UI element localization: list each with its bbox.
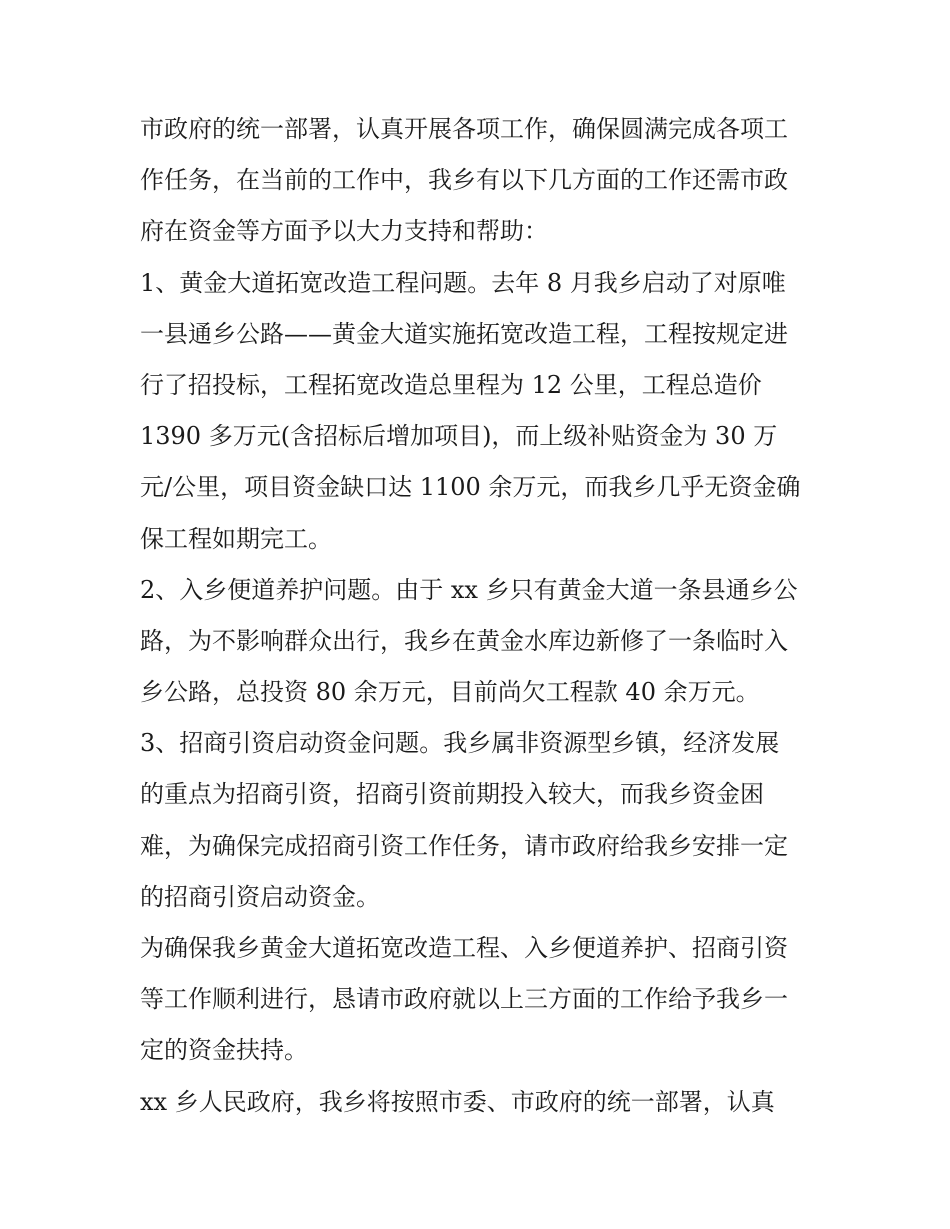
text-line: 难，为确保完成招商引资工作任务，请市政府给我乡安排一定 (140, 831, 788, 860)
text-line: 3、招商引资启动资金问题。我乡属非资源型乡镇，经济发展 (140, 729, 780, 758)
text-line: 一县通乡公路——黄金大道实施拓宽改造工程，工程按规定进 (140, 319, 788, 348)
text-line: 乡公路，总投资 80 余万元，目前尚欠工程款 40 余万元。 (140, 678, 760, 707)
text-line: 元/公里，项目资金缺口达 1100 余万元，而我乡几乎无资金确 (140, 473, 801, 502)
document-body (140, 104, 820, 1128)
text-line: 路，为不影响群众出行，我乡在黄金水库边新修了一条临时入 (140, 626, 788, 655)
text-line: 等工作顺利进行，恳请市政府就以上三方面的工作给予我乡一 (140, 985, 788, 1014)
text-line: 2、入乡便道养护问题。由于 xx 乡只有黄金大道一条县通乡公 (140, 575, 798, 604)
text-line: 作任务，在当前的工作中，我乡有以下几方面的工作还需市政 (140, 166, 788, 195)
text-line: 市政府的统一部署，认真开展各项工作，确保圆满完成各项工 (140, 115, 788, 143)
text-line: 的重点为招商引资，招商引资前期投入较大，而我乡资金困 (140, 780, 764, 809)
text-line: 定的资金扶持。 (140, 1036, 308, 1065)
text-line: 行了招投标，工程拓宽改造总里程为 12 公里，工程总造价 (140, 370, 762, 399)
text-line: 的招商引资启动资金。 (140, 882, 380, 911)
text-line: 保工程如期完工。 (140, 524, 332, 553)
text-line: 1390 多万元(含招标后增加项目)，而上级补贴资金为 30 万 (140, 422, 778, 451)
text-line: 为确保我乡黄金大道拓宽改造工程、入乡便道养护、招商引资 (140, 934, 788, 962)
text-line: 府在资金等方面予以大力支持和帮助： (140, 217, 548, 246)
text-line: 1、黄金大道拓宽改造工程问题。去年 8 月我乡启动了对原唯 (140, 268, 786, 297)
text-line: xx 乡人民政府，我乡将按照市委、市政府的统一部署，认真 (140, 1087, 775, 1116)
